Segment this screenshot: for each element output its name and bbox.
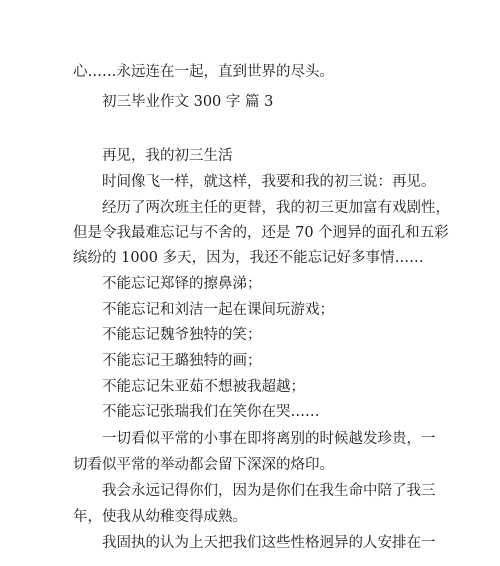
- text-line: 我会永远记得你们，因为是你们在我生命中陪了我三: [102, 483, 436, 499]
- essay-heading: 初三毕业作文 300 字 篇 3: [102, 94, 274, 110]
- text-line: 不能忘记朱亚茹不想被我超越；: [102, 379, 305, 395]
- text-line: 年，使我从幼稚变得成熟。: [73, 509, 247, 525]
- text-line: 不能忘记和刘洁一起在课间玩游戏；: [102, 302, 334, 318]
- text-line: 心……永远连在一起，直到世界的尽头。: [73, 64, 334, 80]
- text-line: 一切看似平常的小事在即将离别的时候越发珍贵，一: [102, 431, 436, 447]
- text-line: 不能忘记张瑞我们在笑你在哭……: [102, 404, 320, 420]
- text-line: 不能忘记魏爷独特的笑；: [102, 327, 262, 343]
- text-line: 时间像飞一样，就这样，我要和我的初三说：再见。: [102, 174, 436, 190]
- text-line: 缤纷的 1000 多天，因为，我还不能忘记好多事情……: [73, 250, 424, 266]
- text-line: 切看似平常的举动都会留下深深的烙印。: [73, 457, 334, 473]
- text-line: 经历了两次班主任的更替，我的初三更加富有戏剧性，: [102, 200, 450, 216]
- essay-title: 再见，我的初三生活: [102, 148, 233, 164]
- text-line: 不能忘记王璐独特的画；: [102, 353, 262, 369]
- text-line: 我固执的认为上天把我们这些性格迥异的人安排在一: [102, 535, 436, 551]
- text-line: 但是令我最难忘记与不舍的，还是 70 个迥异的面孔和五彩: [73, 225, 449, 241]
- text-line: 不能忘记郑铎的擦鼻涕；: [102, 276, 262, 292]
